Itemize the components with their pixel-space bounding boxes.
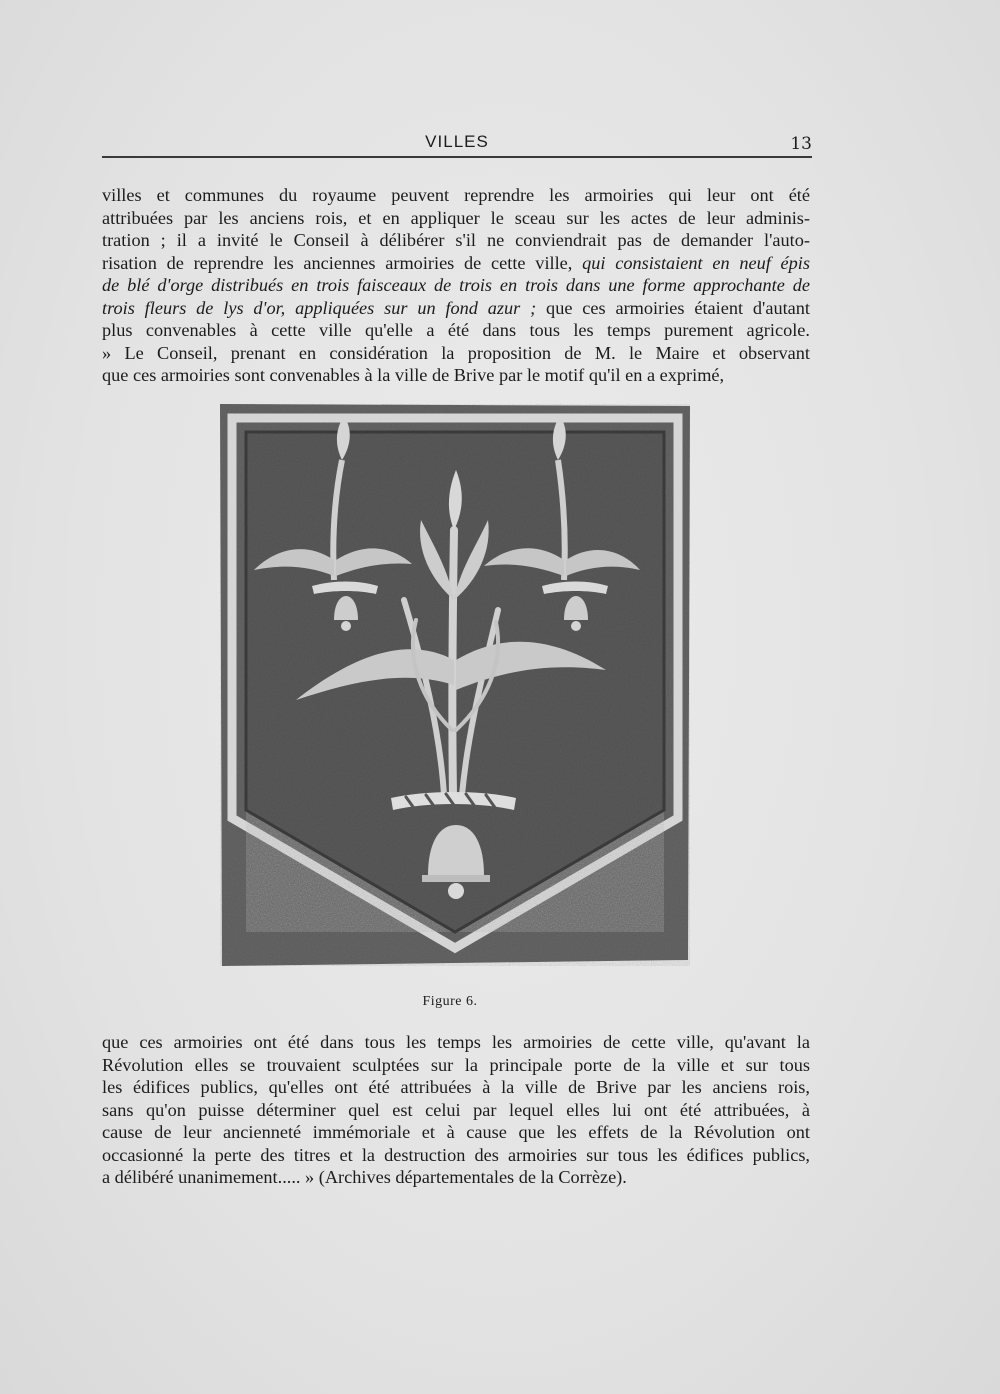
page-number: 13 xyxy=(790,134,812,154)
text-run: villes et communes du royaume peuvent reprendre les armoiries qui leur ont été xyxy=(102,185,810,205)
figure-caption: Figure 6. xyxy=(422,994,478,1009)
text-run: Révolution elles se trouvaient sculptées sur la principale porte de la ville et sur tous xyxy=(102,1054,810,1075)
coat-of-arms-engraving xyxy=(216,400,694,982)
body-text-bottom xyxy=(102,1031,810,1189)
figure-coat-of-arms xyxy=(216,400,694,982)
running-header xyxy=(102,132,812,158)
text-line xyxy=(102,1031,810,1054)
text-line xyxy=(102,252,810,275)
text-run: occasionné la perte des titres et la destruction des armoiries sur tous les édifices publics, xyxy=(102,1144,810,1165)
text-line xyxy=(102,297,810,320)
text-line xyxy=(102,229,810,252)
text-line xyxy=(102,1144,810,1167)
text-line xyxy=(102,342,810,365)
text-run: les édifices publics, qu'elles ont été attribuées à la ville de Brive par les anciens rois, xyxy=(102,1077,810,1097)
text-run: sans qu'on puisse déterminer quel est celui par lequel elles lui ont été attribuées, à xyxy=(102,1099,810,1120)
body-text-top xyxy=(102,184,810,387)
text-line xyxy=(102,364,810,387)
text-line xyxy=(102,319,810,342)
italic-run: qui consistaient en neuf épis xyxy=(582,252,811,273)
running-title: VILLES xyxy=(425,132,489,151)
text-line xyxy=(102,274,810,297)
text-run: cause de leur ancienneté immémoriale et à cause que les effets de la Révolution ont xyxy=(102,1122,810,1142)
text-line xyxy=(102,1099,810,1122)
italic-run: de blé d'orge distribués en trois faisceaux de trois en trois dans une forme approchante de xyxy=(102,275,810,295)
text-run: » Le Conseil, prenant en considération la proposition de M. le Maire et observant xyxy=(102,342,810,363)
text-run: risation de reprendre les anciennes armoiries de cette ville, xyxy=(102,252,583,273)
italic-run: trois fleurs de lys d'or, appliquées sur un fond azur ; xyxy=(102,297,537,318)
text-line xyxy=(102,1121,810,1144)
text-run: que ces armoiries ont été dans tous les temps les armoiries de cette ville, qu'avant la xyxy=(102,1032,810,1052)
text-run: que ces armoiries sont convenables à la ville de Brive par le motif qu'il en a exprimé, xyxy=(102,365,725,385)
text-line xyxy=(102,207,810,230)
text-run: a délibéré unanimement..... » (Archives départementales de la Corrèze). xyxy=(102,1167,627,1187)
text-line xyxy=(102,1166,810,1189)
text-line xyxy=(102,1076,810,1099)
text-run: plus convenables à cette ville qu'elle a été dans tous les temps purement agricole. xyxy=(102,320,810,340)
text-line xyxy=(102,1054,810,1077)
text-run: tration ; il a invité le Conseil à délibérer s'il ne conviendrait pas de demander l'auto- xyxy=(102,230,810,250)
text-run: attribuées par les anciens rois, et en appliquer le sceau sur les actes de leur adminis- xyxy=(102,207,810,228)
text-run: que ces armoiries étaient d'autant xyxy=(536,297,810,318)
text-line xyxy=(102,184,810,207)
